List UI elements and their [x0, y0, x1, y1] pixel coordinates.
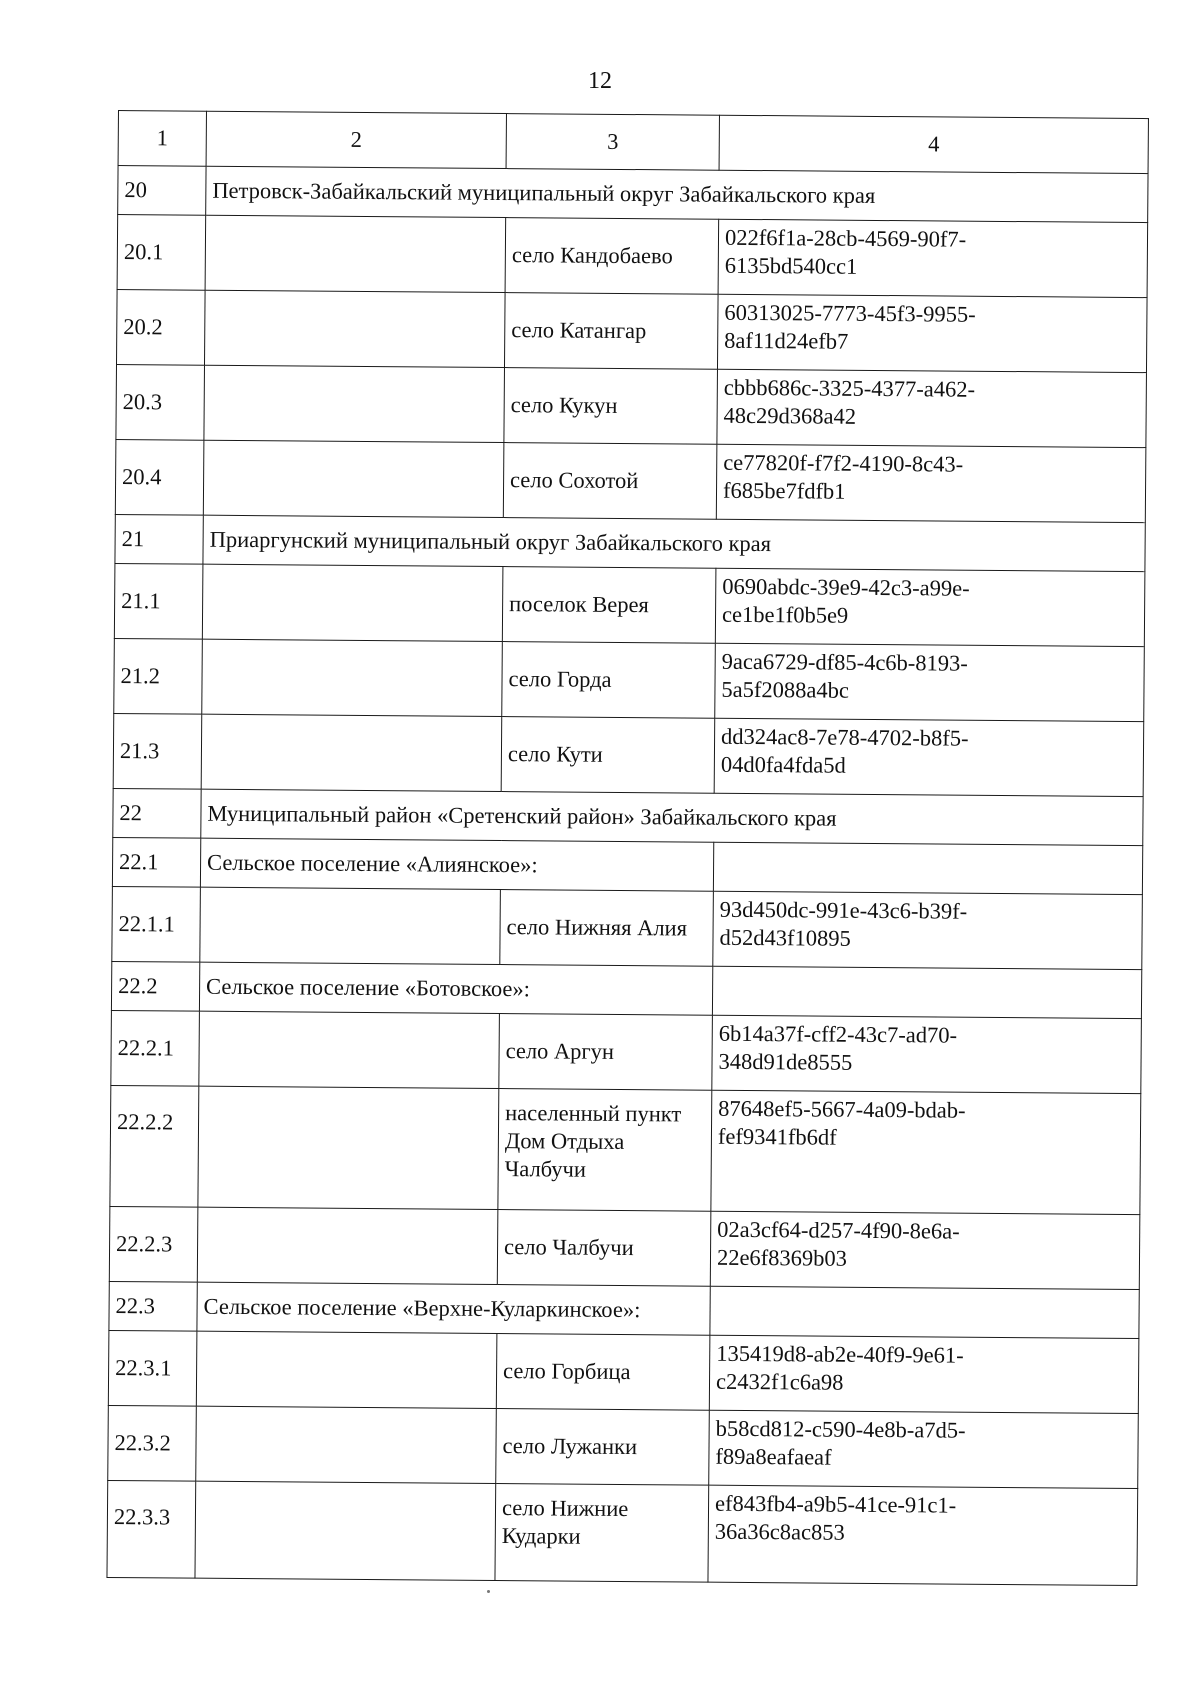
- fias-code-line: 8af11d24efb7: [724, 327, 849, 354]
- place-name: село Катангар: [504, 293, 718, 370]
- row-number: 22.3: [109, 1281, 197, 1331]
- settlement-row: [111, 961, 1141, 1018]
- row-number: 22.2.1: [111, 1010, 200, 1086]
- table-row: [109, 1206, 1140, 1289]
- fias-code-line: 5a5f2088a4bc: [721, 676, 850, 703]
- empty-cell: [712, 966, 1141, 1018]
- fias-code-line: fef9341fb6df: [717, 1123, 837, 1150]
- fias-code: [714, 718, 1144, 796]
- settlements-table: [106, 110, 1148, 1586]
- place-name: село Лужанки: [496, 1409, 710, 1486]
- empty-cell: [204, 290, 505, 367]
- settlement-row: [109, 1281, 1139, 1338]
- row-number: 22.3.3: [107, 1480, 196, 1578]
- fias-code-line: ce77820f-f7f2-4190-8c43-: [723, 449, 964, 477]
- region-row: [115, 514, 1145, 571]
- fias-code-line: 93d450dc-991e-43c6-b39f-: [719, 896, 968, 924]
- fias-code-line: 04d0fa4fda5d: [720, 751, 846, 778]
- fias-code-line: 9aca6729-df85-4c6b-8193-: [721, 648, 968, 676]
- place-name: село Кандобаево: [505, 218, 719, 295]
- settlement-name: Сельское поселение «Алиянское»:: [200, 838, 713, 891]
- empty-cell: [197, 1207, 498, 1284]
- row-number: 20.1: [117, 215, 206, 291]
- fias-code-line: cbbb686c-3325-4377-a462-: [723, 374, 976, 402]
- table-row: [112, 886, 1143, 969]
- fias-code: [712, 1015, 1142, 1093]
- table-row: [113, 713, 1144, 796]
- fias-code-line: 135419d8-ab2e-40f9-9e61-: [716, 1340, 964, 1368]
- table-row: [115, 439, 1146, 522]
- empty-cell: [196, 1331, 497, 1408]
- fias-code-line: 6b14a37f-cff2-43c7-ad70-: [718, 1020, 958, 1048]
- empty-cell: [202, 639, 503, 716]
- row-number: 20.2: [117, 289, 206, 365]
- fias-code: [709, 1335, 1139, 1413]
- fias-code-line: 6135bd540cc1: [724, 252, 858, 279]
- row-number: 21.3: [113, 713, 202, 789]
- fias-code: [718, 219, 1148, 297]
- fias-code-line: f685be7fdfb1: [722, 477, 846, 504]
- place-name: село Сохотой: [503, 443, 717, 520]
- empty-cell: [198, 1086, 499, 1209]
- row-number: 22: [113, 788, 201, 838]
- region-name: Приаргунский муниципальный округ Забайкальского края: [203, 515, 1145, 571]
- fias-code-line: 60313025-7773-45f3-9955-: [724, 299, 976, 327]
- empty-cell: [205, 215, 506, 292]
- place-name: [495, 1484, 709, 1583]
- empty-cell: [202, 564, 503, 641]
- page-number: 12: [588, 68, 612, 94]
- row-number: 22.2.3: [109, 1206, 198, 1282]
- place-name: село Аргун: [499, 1014, 713, 1091]
- fias-code: [711, 1090, 1141, 1214]
- settlement-name: Сельское поселение «Верхне-Куларкинское»:: [197, 1282, 710, 1335]
- fias-code-line: b58cd812-c590-4e8b-a7d5-: [715, 1415, 966, 1443]
- row-number: 22.3.2: [108, 1405, 197, 1481]
- table-row: [110, 1085, 1141, 1214]
- region-row: [118, 166, 1148, 223]
- row-number: 22.1: [112, 837, 200, 887]
- place-name-line: Дом Отдыха: [504, 1128, 625, 1155]
- place-name-line: населенный пункт: [505, 1100, 682, 1127]
- fias-code-line: 87648ef5-5667-4a09-bdab-: [718, 1095, 966, 1123]
- row-number: 22.2.2: [110, 1085, 199, 1207]
- empty-cell: [204, 365, 505, 442]
- place-name-line: Кударки: [501, 1523, 581, 1549]
- fias-code: [717, 369, 1147, 447]
- column-header-4: 4: [719, 115, 1148, 173]
- table-header-row: [118, 111, 1148, 174]
- table-row: [117, 215, 1148, 298]
- table-body: [107, 111, 1148, 1586]
- fias-code-line: 02a3cf64-d257-4f90-8e6a-: [717, 1216, 960, 1244]
- place-name: село Горбица: [496, 1334, 710, 1411]
- place-name: село Кути: [501, 717, 715, 794]
- empty-cell: [203, 440, 504, 517]
- table-row: [108, 1330, 1139, 1413]
- fias-code: [713, 891, 1143, 969]
- scan-dot: [487, 1590, 490, 1593]
- fias-code-line: 48c29d368a42: [723, 402, 857, 429]
- table-row: [116, 364, 1147, 447]
- row-number: 20: [118, 166, 206, 216]
- fias-code-line: ce1be1f0b5e9: [721, 601, 849, 628]
- table-row: [107, 1480, 1138, 1585]
- empty-cell: [199, 1011, 500, 1088]
- row-number: 20.4: [115, 439, 204, 515]
- empty-cell: [200, 887, 501, 964]
- fias-code-line: ef843fb4-a9b5-41ce-91c1-: [714, 1490, 957, 1518]
- table-row: [108, 1405, 1139, 1488]
- place-name: село Нижняя Алия: [500, 890, 714, 967]
- fias-code-line: d52d43f10895: [719, 924, 851, 951]
- fias-code: [710, 1211, 1140, 1289]
- table-row: [114, 563, 1145, 646]
- fias-code-line: 36a36c8ac853: [714, 1518, 845, 1545]
- place-name-line: Чалбучи: [504, 1156, 587, 1182]
- column-header-1: 1: [118, 111, 206, 167]
- fias-code-line: 0690abdc-39e9-42c3-a99e-: [722, 573, 970, 601]
- region-row: [113, 788, 1143, 845]
- row-number: 20.3: [116, 364, 205, 440]
- column-header-2: 2: [206, 111, 506, 168]
- place-name: [498, 1089, 712, 1212]
- region-name: Петровск-Забайкальский муниципальный округ Забайкальского края: [206, 166, 1148, 222]
- empty-cell: [710, 1286, 1139, 1338]
- empty-cell: [195, 1481, 496, 1580]
- fias-code: [716, 444, 1146, 522]
- row-number: 21.1: [114, 563, 203, 639]
- fias-code-line: 022f6f1a-28cb-4569-90f7-: [724, 224, 967, 252]
- empty-cell: [196, 1406, 497, 1483]
- fias-code: [717, 294, 1147, 372]
- fias-code-line: f89a8eafaeaf: [715, 1443, 832, 1470]
- row-number: 22.1.1: [112, 886, 201, 962]
- empty-cell: [201, 714, 502, 791]
- fias-code: [708, 1485, 1138, 1585]
- place-name-line: село Нижние: [501, 1495, 629, 1522]
- row-number: 22.2: [111, 961, 199, 1011]
- fias-code-line: 22e6f8369b03: [716, 1244, 848, 1271]
- fias-code-line: dd324ac8-7e78-4702-b8f5-: [721, 723, 969, 751]
- region-name: Муниципальный район «Сретенский район» Забайкальского края: [201, 789, 1143, 845]
- row-number: 21: [115, 514, 203, 564]
- fias-code-line: 348d91de8555: [718, 1048, 853, 1075]
- empty-cell: [713, 842, 1142, 894]
- table-row: [111, 1010, 1142, 1093]
- place-name: село Чалбучи: [497, 1210, 711, 1287]
- fias-code: [709, 1410, 1139, 1488]
- fias-code-line: c2432f1c6a98: [715, 1368, 844, 1395]
- row-number: 22.3.1: [108, 1330, 197, 1406]
- fias-code: [715, 568, 1145, 646]
- row-number: 21.2: [114, 638, 203, 714]
- fias-code: [715, 643, 1145, 721]
- table-row: [114, 638, 1145, 721]
- column-header-3: 3: [506, 114, 719, 171]
- settlement-name: Сельское поселение «Ботовское»:: [199, 962, 712, 1015]
- place-name: село Горда: [502, 642, 716, 719]
- table-row: [117, 289, 1148, 372]
- place-name: село Кукун: [504, 368, 718, 445]
- settlement-row: [112, 837, 1142, 894]
- place-name: поселок Верея: [502, 567, 716, 644]
